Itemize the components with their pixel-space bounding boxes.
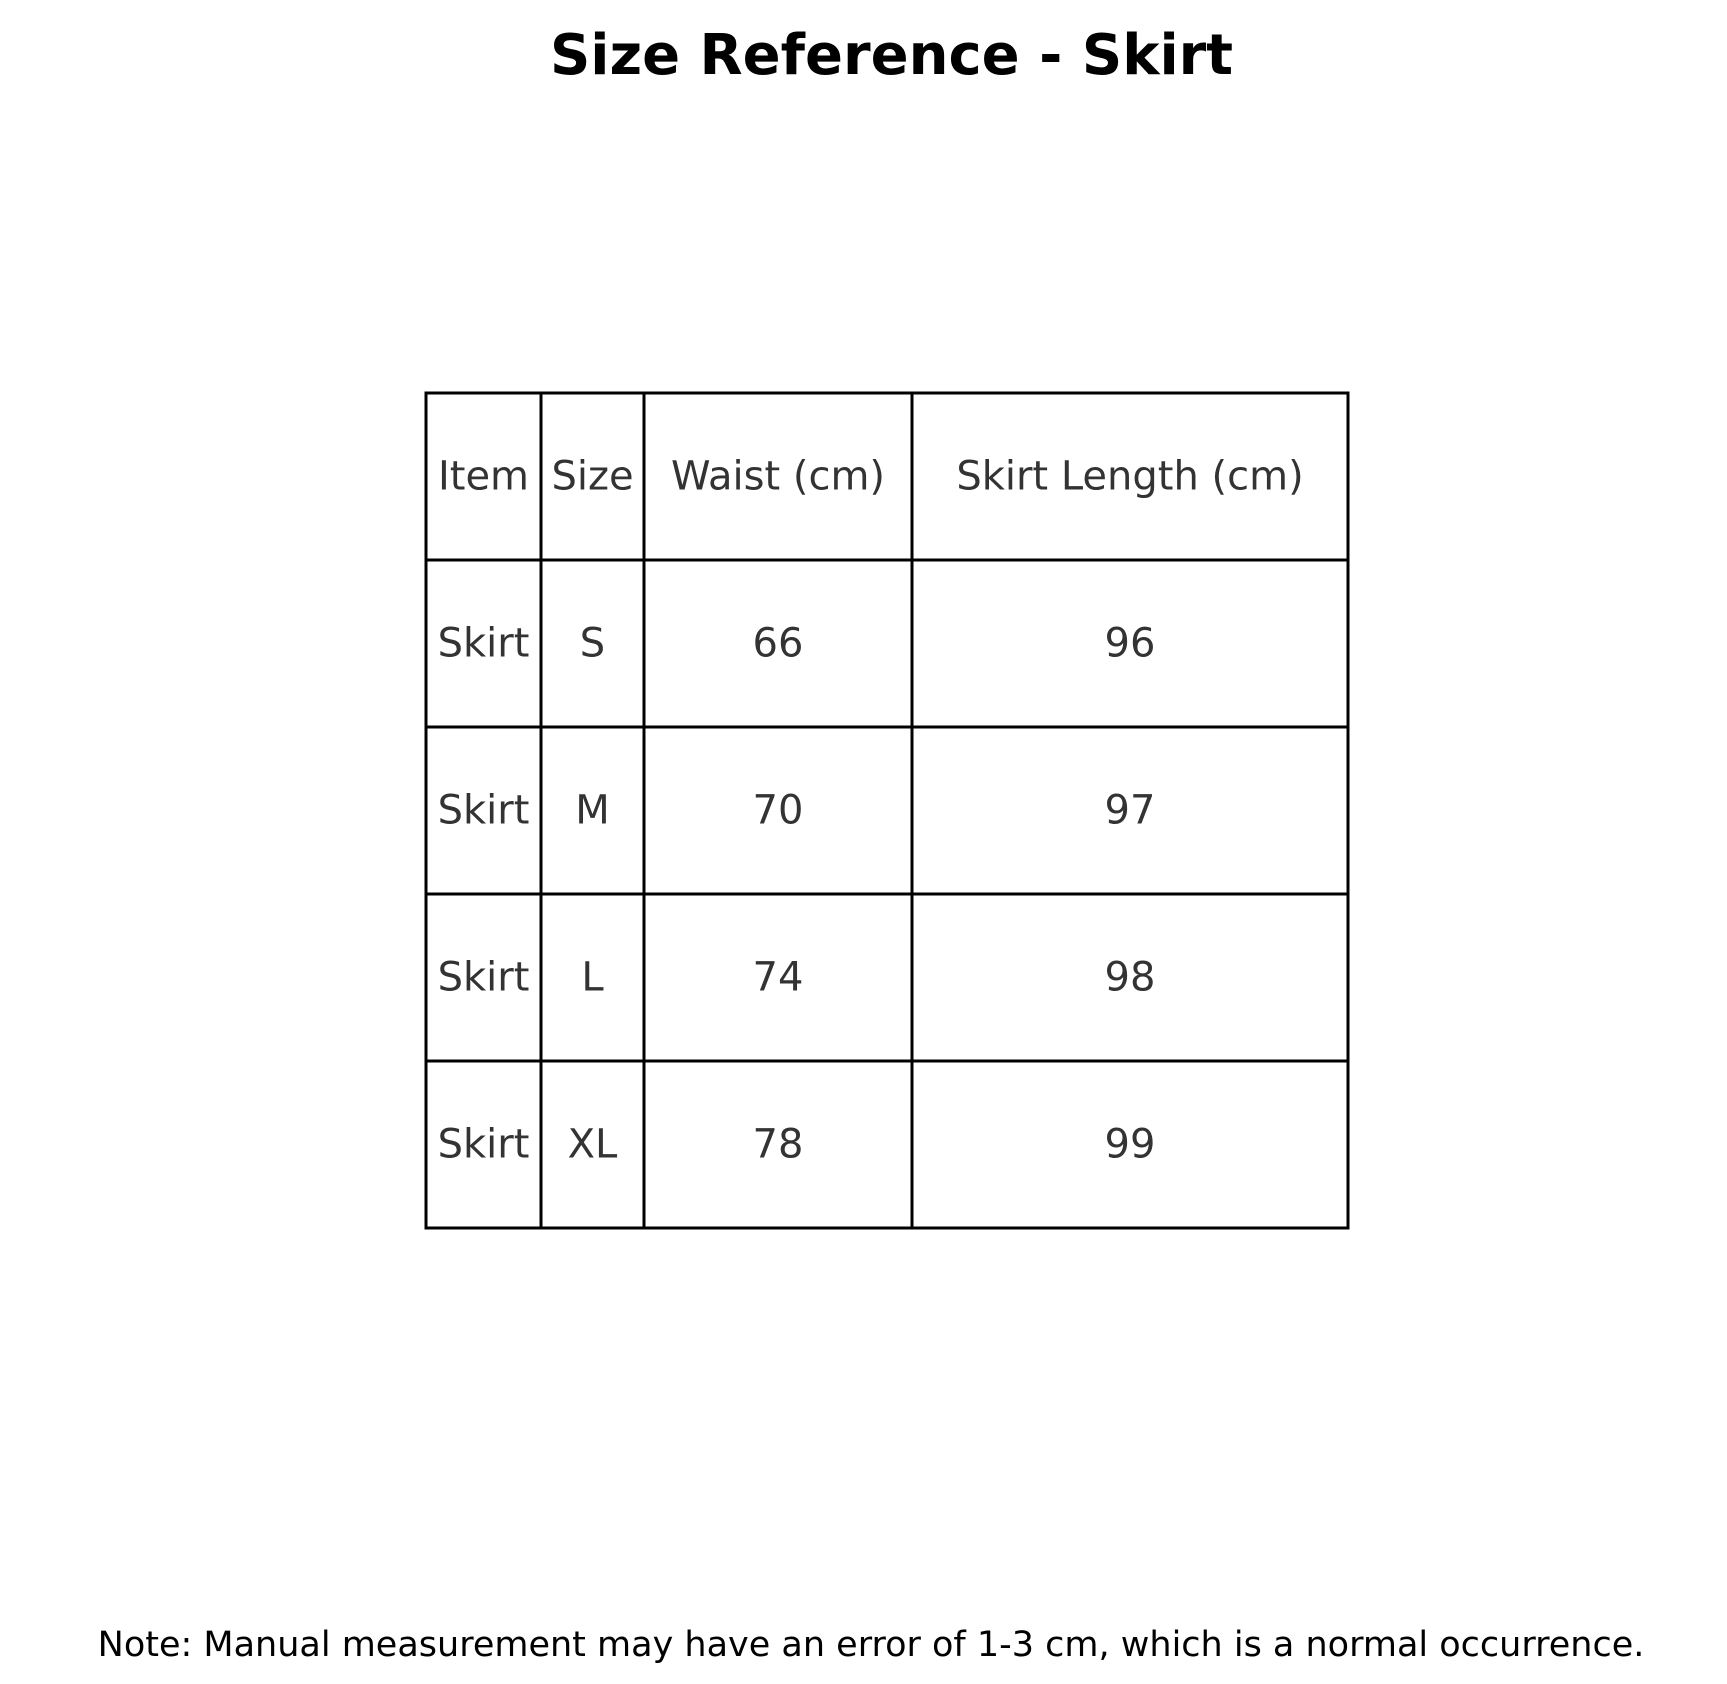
- column-header: Skirt Length (cm): [956, 453, 1304, 500]
- table-cell: Skirt: [437, 1121, 530, 1168]
- table-cell: L: [581, 954, 604, 1001]
- table-cell: Skirt: [437, 787, 530, 834]
- table-cell: 78: [752, 1121, 804, 1168]
- column-header: Size: [551, 453, 634, 500]
- table-cell: Skirt: [437, 620, 530, 667]
- table-cell: 96: [1104, 620, 1156, 667]
- table-cell: XL: [567, 1121, 618, 1168]
- table-cell: 74: [752, 954, 804, 1001]
- table-cell: 66: [752, 620, 804, 667]
- column-header: Waist (cm): [670, 453, 886, 500]
- table-cell: 99: [1104, 1121, 1156, 1168]
- table-cell: Skirt: [437, 954, 530, 1001]
- table-cell: 98: [1104, 954, 1156, 1001]
- measurement-note: Note: Manual measurement may have an error of 1-3 cm, which is a normal occurrence.: [97, 1625, 1645, 1665]
- table-cell: 70: [752, 787, 804, 834]
- column-header: Item: [437, 453, 530, 500]
- table-cell: S: [579, 620, 606, 667]
- chart-title: Size Reference - Skirt: [549, 23, 1234, 88]
- table-cell: M: [575, 787, 610, 834]
- table-cell: 97: [1104, 787, 1156, 834]
